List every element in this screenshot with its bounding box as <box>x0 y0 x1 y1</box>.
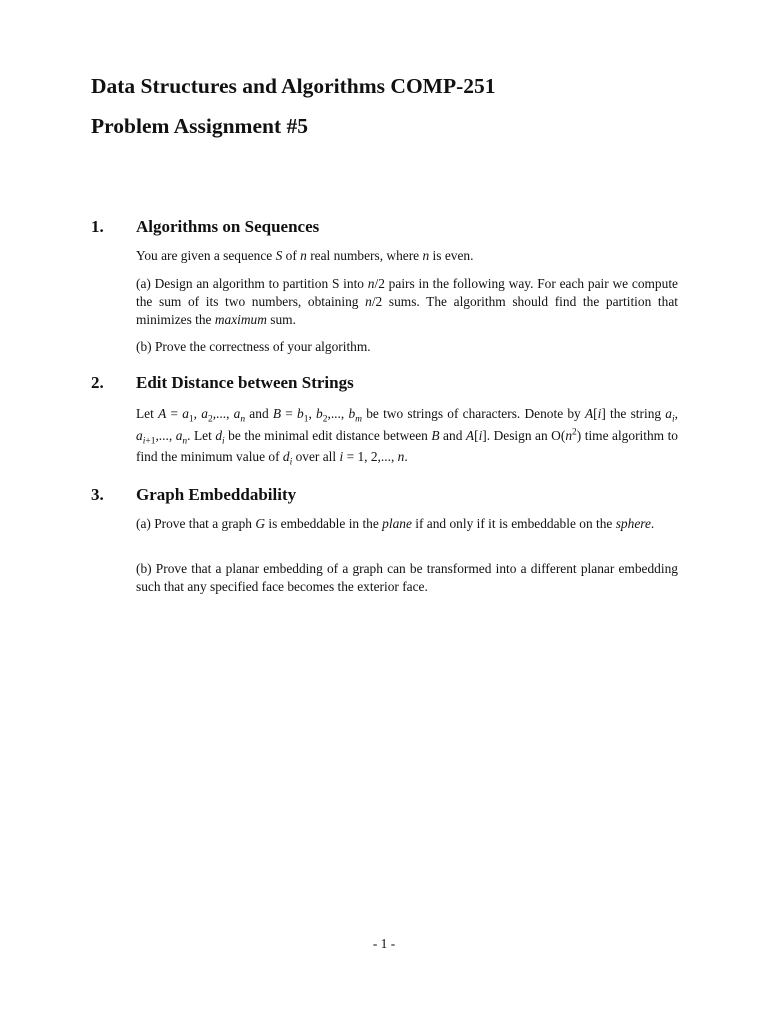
section-3-paragraph-2: (b) Prove that a planar embedding of a graph can be transformed into a different planar embedding such that any specified face becomes the exterior face. <box>136 561 678 594</box>
section-1-paragraph-3: (b) Prove the correctness of your algorithm. <box>136 339 371 354</box>
section-1-heading <box>91 218 319 235</box>
course-title: Data Structures and Algorithms COMP-251 <box>91 74 496 98</box>
section-number: 1. <box>91 217 104 236</box>
section-2-paragraph-1: Let $A = a_1$, $a_2$,..., $a_n$ and $B = b_1$, $b_2$,..., $b_m$ be two strings of characters. Denote by A[i] the string $a_i$, $a_{i+1}$,..., $a_n$. Let $d_i$ be the minimal edit distance between B and A[i]. Design an $O(n^2)$ time algorithm to find the minimum value of $d_i$ over all i = 1, 2,..., n. <box>136 406 678 468</box>
section-2-heading <box>91 374 354 391</box>
section-number: 3. <box>91 485 104 504</box>
section-1-paragraph-1: You are given a sequence S of n real numbers, where n is even. <box>136 248 474 263</box>
section-number: 2. <box>91 373 104 392</box>
section-3-heading <box>91 486 296 503</box>
section-title: Algorithms on Sequences <box>136 217 320 236</box>
section-1-paragraph-2: (a) Design an algorithm to partition S into n/2 pairs in the following way. For each pair we compute the sum of its two numbers, obtaining n/2 sums. The algorithm should find the partition that minimizes the maximum sum. <box>136 276 678 327</box>
section-title: Edit Distance between Strings <box>136 373 354 392</box>
section-3-paragraph-1: (a) Prove that a graph G is embeddable in the plane if and only if it is embeddable on the sphere. <box>136 516 655 531</box>
page-number: - 1 - <box>372 936 396 951</box>
assignment-title: Problem Assignment #5 <box>91 114 308 138</box>
section-title: Graph Embeddability <box>136 485 297 504</box>
